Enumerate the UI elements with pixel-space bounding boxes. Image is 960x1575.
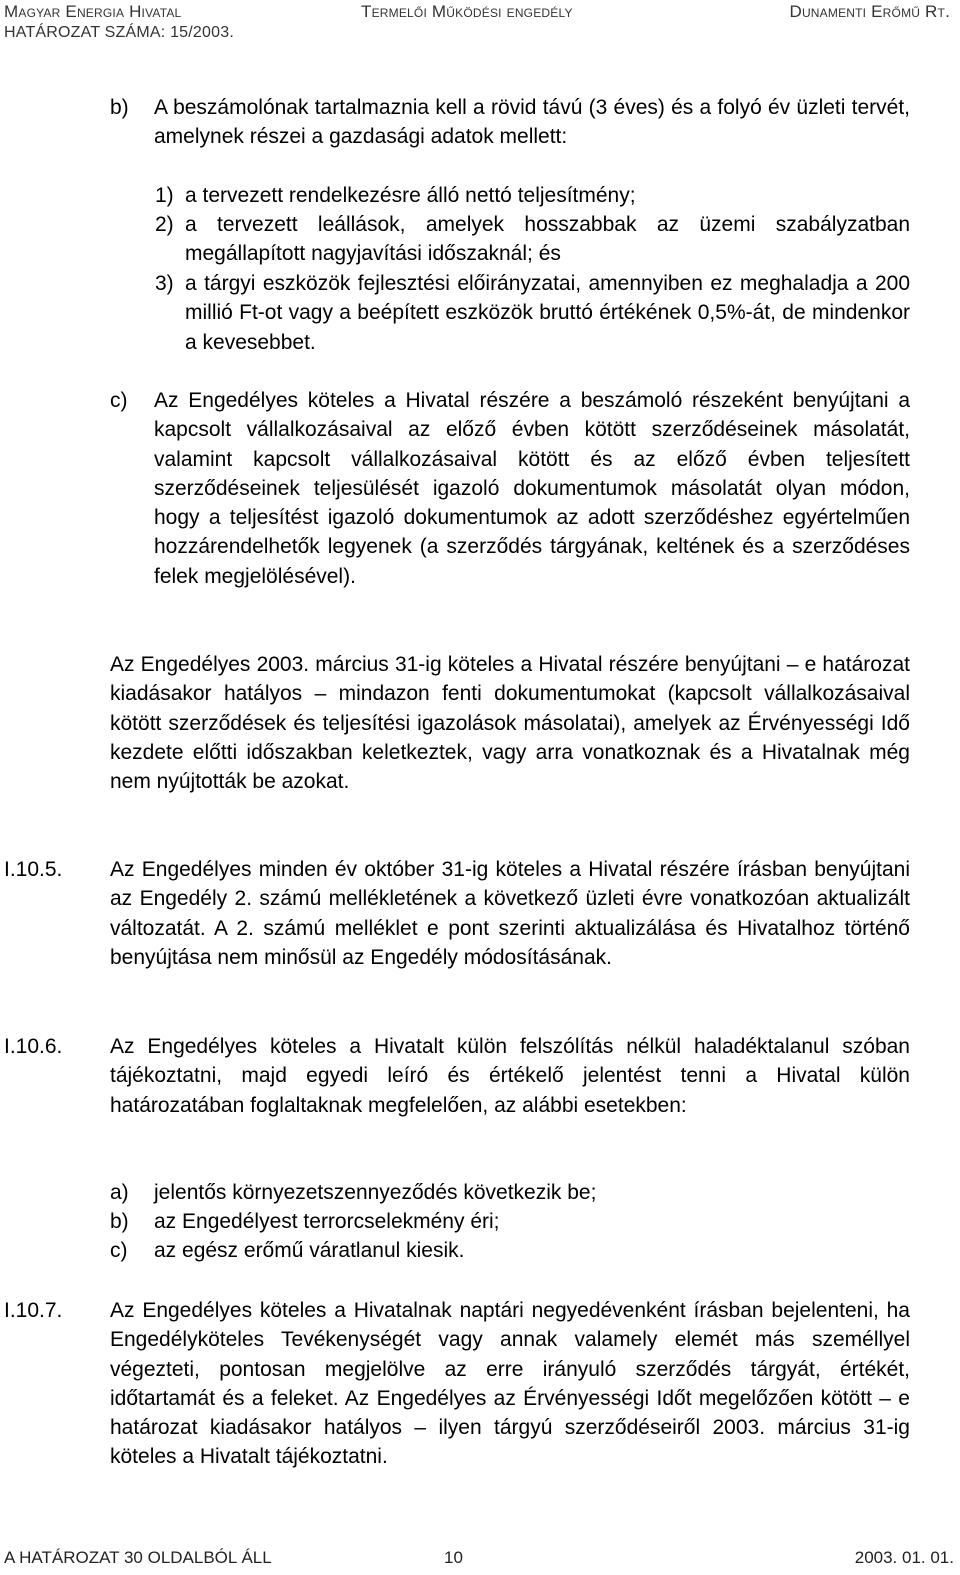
footer-date: 2003. 01. 01. bbox=[854, 1548, 954, 1567]
section-10-6-text: Az Engedélyes köteles a Hivatalt külön felszólítás nélkül haladéktalanul szóban tájékoztatni, majd egyedi leíró és értékelő jelentést tenni a Hivatal külön határozatában foglaltaknak megfelelően, az alábbi esetekben: bbox=[110, 1035, 910, 1117]
item-b2-label: b) bbox=[110, 1210, 129, 1233]
item-a-label: a) bbox=[110, 1181, 129, 1204]
page-header bbox=[4, 2, 954, 46]
header-authority: Magyar Energia Hivatal bbox=[4, 2, 182, 21]
header-decision-number: HATÁROZAT SZÁMA: 15/2003. bbox=[4, 24, 234, 41]
header-row bbox=[4, 2, 954, 24]
section-10-6-item-c bbox=[110, 1236, 910, 1265]
header-number-row bbox=[4, 24, 954, 46]
item-c2-text: az egész erőmű váratlanul kiesik. bbox=[154, 1239, 465, 1262]
section-number-10-5: I.10.5. bbox=[4, 858, 63, 881]
item-b-sub3 bbox=[155, 269, 910, 357]
item-b-text: A beszámolónak tartalmaznia kell a rövid távú (3 éves) és a folyó év üzleti tervét, amelynek részei a gazdasági adatok mellett: bbox=[154, 96, 910, 149]
sub1-label: 1) bbox=[155, 184, 174, 207]
item-b bbox=[110, 93, 910, 152]
sub2-text: a tervezett leállások, amelyek hosszabbak az üzemi szabályzatban megállapított nagyjavítási időszaknál; és bbox=[185, 213, 910, 266]
footer-page-count: A HATÁROZAT 30 OLDALBÓL ÁLL bbox=[4, 1548, 272, 1567]
section-10-7-text: Az Engedélyes köteles a Hivatalnak naptári negyedévenként írásban bejelenteni, ha Engedélyköteles Tevékenységét vagy annak valamely elemét más személlyel végezteti, pontosan megjelölve az erre irányuló szerződés tárgyát, értékét, időtartamát és a feleket. Az Engedélyes az Érvényességi Időt megelőzően kötött – e határozat kiadásakor hatályos – ilyen tárgyú szerződéseiről 2003. március 31-ig köteles a Hivatalt tájékoztatni. bbox=[110, 1299, 910, 1469]
section-10-6-item-b bbox=[110, 1207, 910, 1236]
item-b-sub1 bbox=[155, 181, 910, 210]
item-c2-label: c) bbox=[110, 1239, 128, 1262]
item-c-label: c) bbox=[110, 389, 128, 412]
item-b-label: b) bbox=[110, 96, 129, 119]
item-b-sub2 bbox=[155, 210, 910, 269]
page-footer bbox=[4, 1548, 954, 1574]
item-b2-text: az Engedélyest terrorcselekmény éri; bbox=[154, 1210, 500, 1233]
section-10-6-item-a bbox=[110, 1178, 910, 1207]
section-10-7 bbox=[110, 1296, 910, 1472]
item-c-text: Az Engedélyes köteles a Hivatal részére a beszámoló részeként benyújtani a kapcsolt vállalkozásaival az előző évben kötött szerződéseinek másolatát, valamint kapcsolt vállalkozásaival kötött és az előző évben teljesített szerződéseinek teljesülését igazoló dokumentumok másolatát olyan módon, hogy a teljesítést igazoló dokumentumok az adott szerződéshez egyértelműen hozzárendelhetők legyenek (a szerződés tárgyának, keltének és a szerződéses felek megjelölésével). bbox=[154, 389, 910, 588]
section-10-6 bbox=[110, 1032, 910, 1120]
item-a-text: jelentős környezetszennyeződés következik be; bbox=[154, 1181, 597, 1204]
sub1-text: a tervezett rendelkezésre álló nettó teljesítmény; bbox=[185, 184, 636, 207]
sub2-label: 2) bbox=[155, 213, 174, 236]
header-license-type: Termelői Működési engedély bbox=[361, 2, 573, 21]
item-c-continuation bbox=[110, 650, 910, 796]
section-10-5-text: Az Engedélyes minden év október 31-ig köteles a Hivatal részére írásban benyújtani az Engedély 2. számú mellékletének a következő üzleti évre vonatkozóan aktualizált változatát. A 2. számú melléklet e pont szerinti aktualizálása és Hivatalhoz történő benyújtása nem minősül az Engedély módosításának. bbox=[110, 858, 910, 969]
section-number-10-7: I.10.7. bbox=[4, 1299, 63, 1322]
footer-page-number: 10 bbox=[444, 1548, 463, 1567]
section-number-10-6: I.10.6. bbox=[4, 1035, 63, 1058]
item-c-continuation-text: Az Engedélyes 2003. március 31-ig köteles a Hivatal részére benyújtani – e határozat kiadásakor hatályos – mindazon fenti dokumentumokat (kapcsolt vállalkozásaival kötött szerződések és teljesítési igazolások másolatai), amelyek az Érvényességi Idő kezdete előtti időszakban keletkeztek, vagy arra vonatkoznak és a Hivatalnak még nem nyújtották be azokat. bbox=[110, 653, 910, 794]
item-c bbox=[110, 386, 910, 591]
sub3-label: 3) bbox=[155, 272, 174, 295]
header-company: Dunamenti Erőmű Rt. bbox=[789, 2, 950, 21]
sub3-text: a tárgyi eszközök fejlesztési előirányzatai, amennyiben ez meghaladja a 200 millió Ft-ot vagy a beépített eszközök bruttó értékének 0,5%-át, de mindenkor a kevesebbet. bbox=[185, 272, 910, 354]
section-10-5 bbox=[110, 855, 910, 972]
